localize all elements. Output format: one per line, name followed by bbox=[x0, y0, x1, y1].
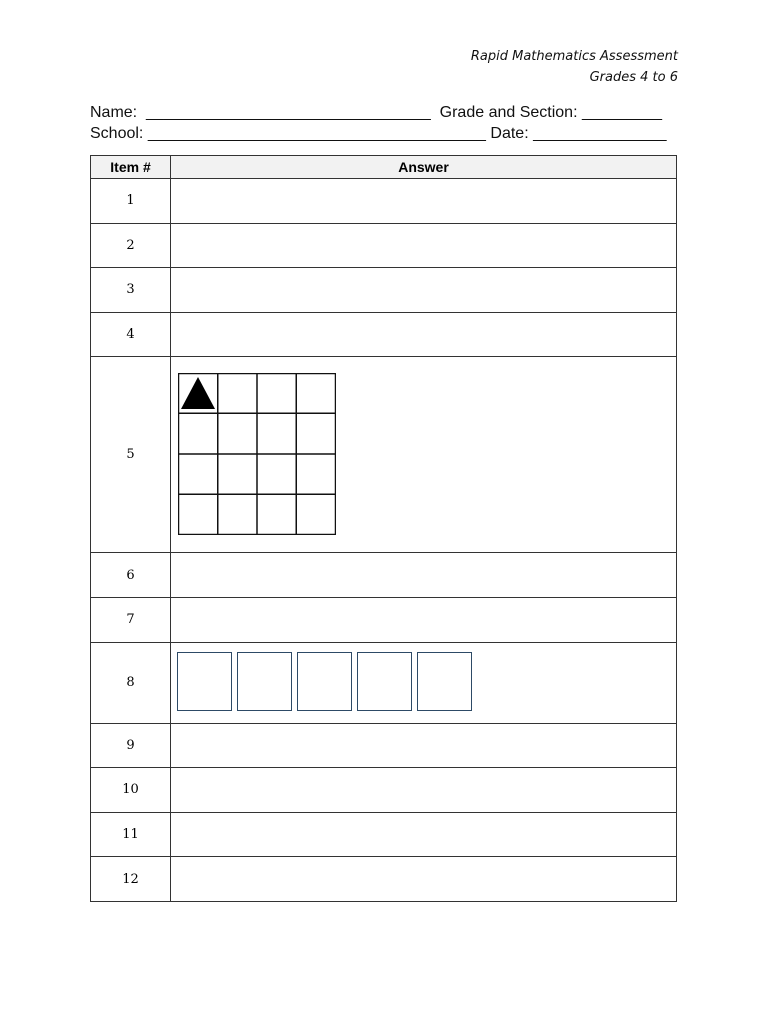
table-row bbox=[91, 223, 677, 268]
answer-cell[interactable] bbox=[171, 857, 677, 902]
table-row bbox=[91, 312, 677, 357]
table-row bbox=[91, 768, 677, 813]
answer-cell[interactable] bbox=[171, 179, 677, 224]
answer-box[interactable] bbox=[357, 652, 412, 711]
answer-box[interactable] bbox=[417, 652, 472, 711]
table-row bbox=[91, 723, 677, 768]
answer-cell[interactable] bbox=[171, 723, 677, 768]
item-number: 6 bbox=[91, 553, 171, 598]
school-date-line: School: ______________________________________ Date: _______________ bbox=[90, 125, 667, 142]
assessment-header bbox=[471, 46, 678, 88]
answer-box[interactable] bbox=[237, 652, 292, 711]
table-row bbox=[91, 179, 677, 224]
answer-cell[interactable] bbox=[171, 768, 677, 813]
answer-cell[interactable] bbox=[171, 268, 677, 313]
answer-box[interactable] bbox=[177, 652, 232, 711]
answer-box[interactable] bbox=[297, 652, 352, 711]
item-number: 3 bbox=[91, 268, 171, 313]
answer-cell bbox=[171, 642, 677, 723]
answer-table bbox=[90, 155, 677, 902]
answer-cell[interactable] bbox=[171, 812, 677, 857]
table-header-row bbox=[91, 156, 677, 179]
table-row bbox=[91, 857, 677, 902]
item-number: 5 bbox=[91, 357, 171, 553]
answer-cell[interactable] bbox=[171, 223, 677, 268]
item-number: 4 bbox=[91, 312, 171, 357]
item-number: 11 bbox=[91, 812, 171, 857]
item-number: 10 bbox=[91, 768, 171, 813]
grade-range: Grades 4 to 6 bbox=[589, 70, 678, 85]
answer-cell[interactable] bbox=[171, 357, 677, 553]
item-number: 9 bbox=[91, 723, 171, 768]
item-number: 12 bbox=[91, 857, 171, 902]
answer-cell[interactable] bbox=[171, 312, 677, 357]
table-row bbox=[91, 357, 677, 553]
table-row bbox=[91, 268, 677, 313]
item-number: 2 bbox=[91, 223, 171, 268]
grid-4x4[interactable] bbox=[178, 373, 336, 535]
table-row bbox=[91, 812, 677, 857]
name-grade-section-line: Name: ________________________________ Grade and Section: _________ bbox=[90, 104, 663, 121]
table-row bbox=[91, 597, 677, 642]
item-number-header: Item # bbox=[91, 156, 171, 179]
table-row bbox=[91, 553, 677, 598]
item-number: 1 bbox=[91, 179, 171, 224]
table-row bbox=[91, 642, 677, 723]
answer-cell[interactable] bbox=[171, 553, 677, 598]
answer-cell[interactable] bbox=[171, 597, 677, 642]
answer-boxes bbox=[177, 652, 472, 711]
item-number: 8 bbox=[91, 642, 171, 723]
answer-header: Answer bbox=[171, 156, 677, 179]
assessment-title: Rapid Mathematics Assessment bbox=[470, 49, 678, 64]
item-number: 7 bbox=[91, 597, 171, 642]
